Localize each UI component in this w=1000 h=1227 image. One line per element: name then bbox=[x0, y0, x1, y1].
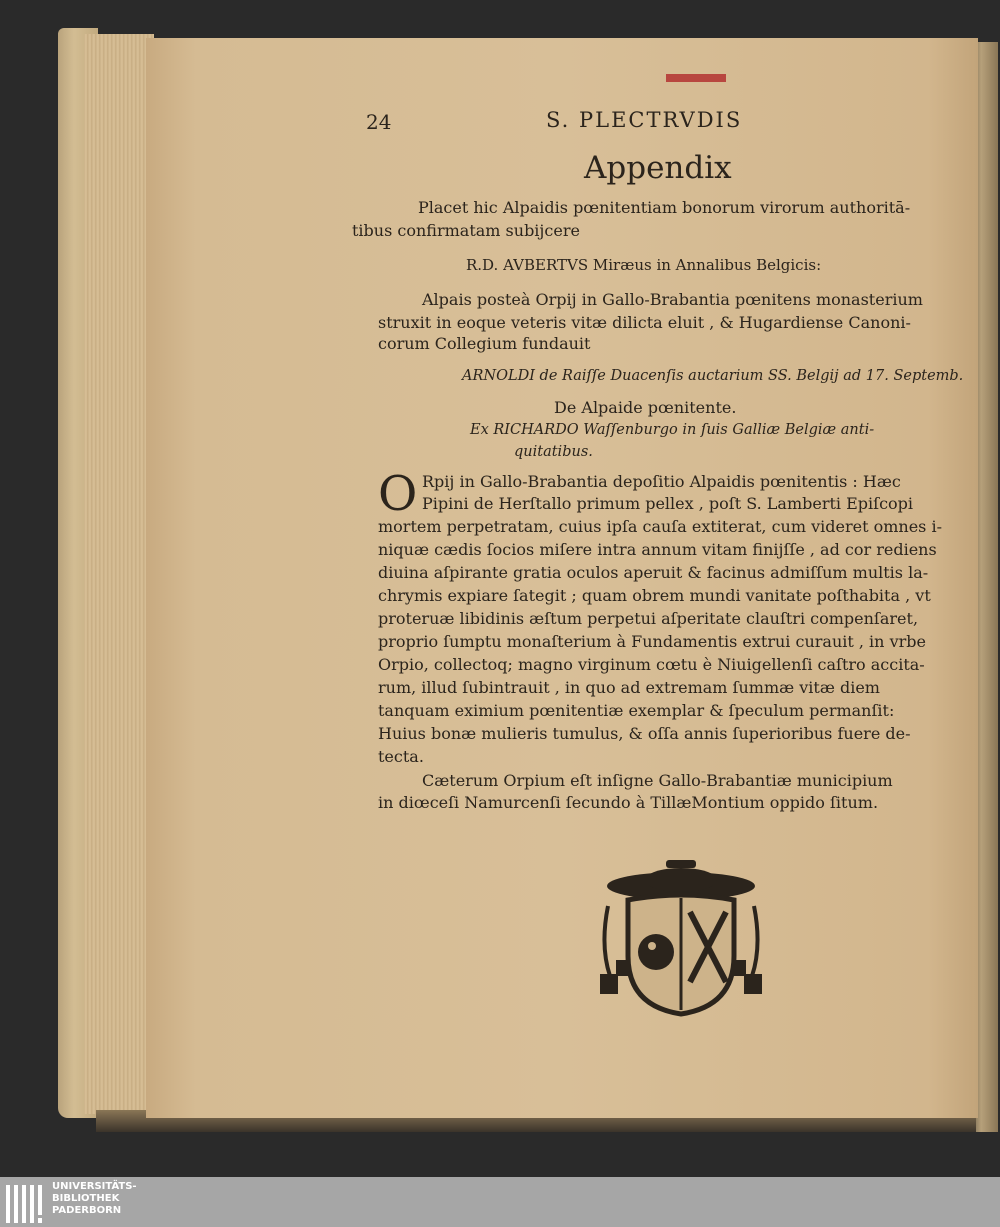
library-logo-icon bbox=[4, 1183, 50, 1225]
library-footer bbox=[0, 1177, 1000, 1227]
body-line: Huius bonæ mulieris tumulus, & oſſa annis ſuperioribus fuere de- bbox=[378, 724, 911, 743]
intro-line: tibus confirmatam subijcere bbox=[352, 221, 580, 240]
body-line: tanquam eximium pœnitentiæ exemplar & ſpeculum permanſit: bbox=[378, 701, 895, 720]
body-line: Pipini de Herſtallo primum pellex , poſt S. Lamberti Epiſcopi bbox=[422, 494, 914, 513]
body-line: rum, illud ſubintrauit , in quo ad extremam ſummæ vitæ diem bbox=[378, 678, 880, 697]
logo-line: UNIVERSITÄTS- bbox=[52, 1181, 137, 1192]
library-logo-text bbox=[52, 1181, 137, 1217]
page-stack bbox=[84, 34, 154, 1114]
page-number: 24 bbox=[366, 110, 392, 134]
page-title: Appendix bbox=[584, 150, 732, 186]
logo-line: BIBLIOTHEK bbox=[52, 1193, 120, 1204]
source-citation: R.D. AVBERTVS Miræus in Annalibus Belgicis: bbox=[466, 256, 822, 274]
drop-cap: O bbox=[378, 466, 418, 522]
book-page bbox=[146, 38, 978, 1118]
closing-line: Cæterum Orpium eſt inſigne Gallo-Brabantiæ municipium bbox=[422, 771, 893, 790]
coat-of-arms-icon bbox=[598, 856, 764, 1020]
body-line: tecta. bbox=[378, 747, 424, 766]
intro-line: Placet hic Alpaidis pœnitentiam bonorum virorum authoritā- bbox=[418, 198, 911, 217]
body-line: mortem perpetratam, cuius ipſa cauſa extiterat, cum videret omnes i- bbox=[378, 517, 942, 536]
body-line: chrymis expiare ſategit ; quam obrem mundi vanitate poſthabita , vt bbox=[378, 586, 931, 605]
body-line: niquæ cædis ſocios miſere intra annum vitam finijſſe , ad cor rediens bbox=[378, 540, 937, 559]
source-citation: ARNOLDI de Raiſſe Duacenſis auctarium SS. Belgij ad 17. Septemb. bbox=[462, 368, 964, 384]
body-line: proprio ſumptu monaſterium à Fundamentis extrui curauit , in vrbe bbox=[378, 632, 926, 651]
bookmark-ribbon bbox=[666, 74, 726, 82]
body-line: proteruæ libidinis æſtum perpetui aſperitate clauſtri compenſaret, bbox=[378, 609, 919, 628]
body-line: diuina aſpirante gratia oculos aperuit & facinus admiſſum multis la- bbox=[378, 563, 929, 582]
logo-line: PADERBORN bbox=[52, 1205, 122, 1216]
quote-line: Alpais posteà Orpij in Gallo-Brabantia pœnitens monasterium bbox=[422, 290, 923, 309]
quote-line: struxit in eoque veteris vitæ dilicta eluit , & Hugardiense Canoni- bbox=[378, 313, 911, 332]
closing-line: in diœceſi Namurcenſi ſecundo à TillæMontium oppido ſitum. bbox=[378, 793, 879, 812]
source-citation: quitatibus. bbox=[514, 444, 593, 460]
source-citation: Ex RICHARDO Waſſenburgo in ſuis Galliæ Belgiæ anti- bbox=[470, 422, 875, 438]
body-line: Orpio, collectoq; magno virginum cœtu è Niuigellenſi caſtro accita- bbox=[378, 655, 925, 674]
section-heading: De Alpaide pœnitente. bbox=[554, 398, 737, 417]
body-line: Rpij in Gallo-Brabantia depoſitio Alpaidis pœnitentis : Hæc bbox=[422, 472, 901, 491]
quote-line: corum Collegium fundauit bbox=[378, 334, 591, 353]
running-head: S. PLECTRVDIS bbox=[546, 108, 743, 132]
